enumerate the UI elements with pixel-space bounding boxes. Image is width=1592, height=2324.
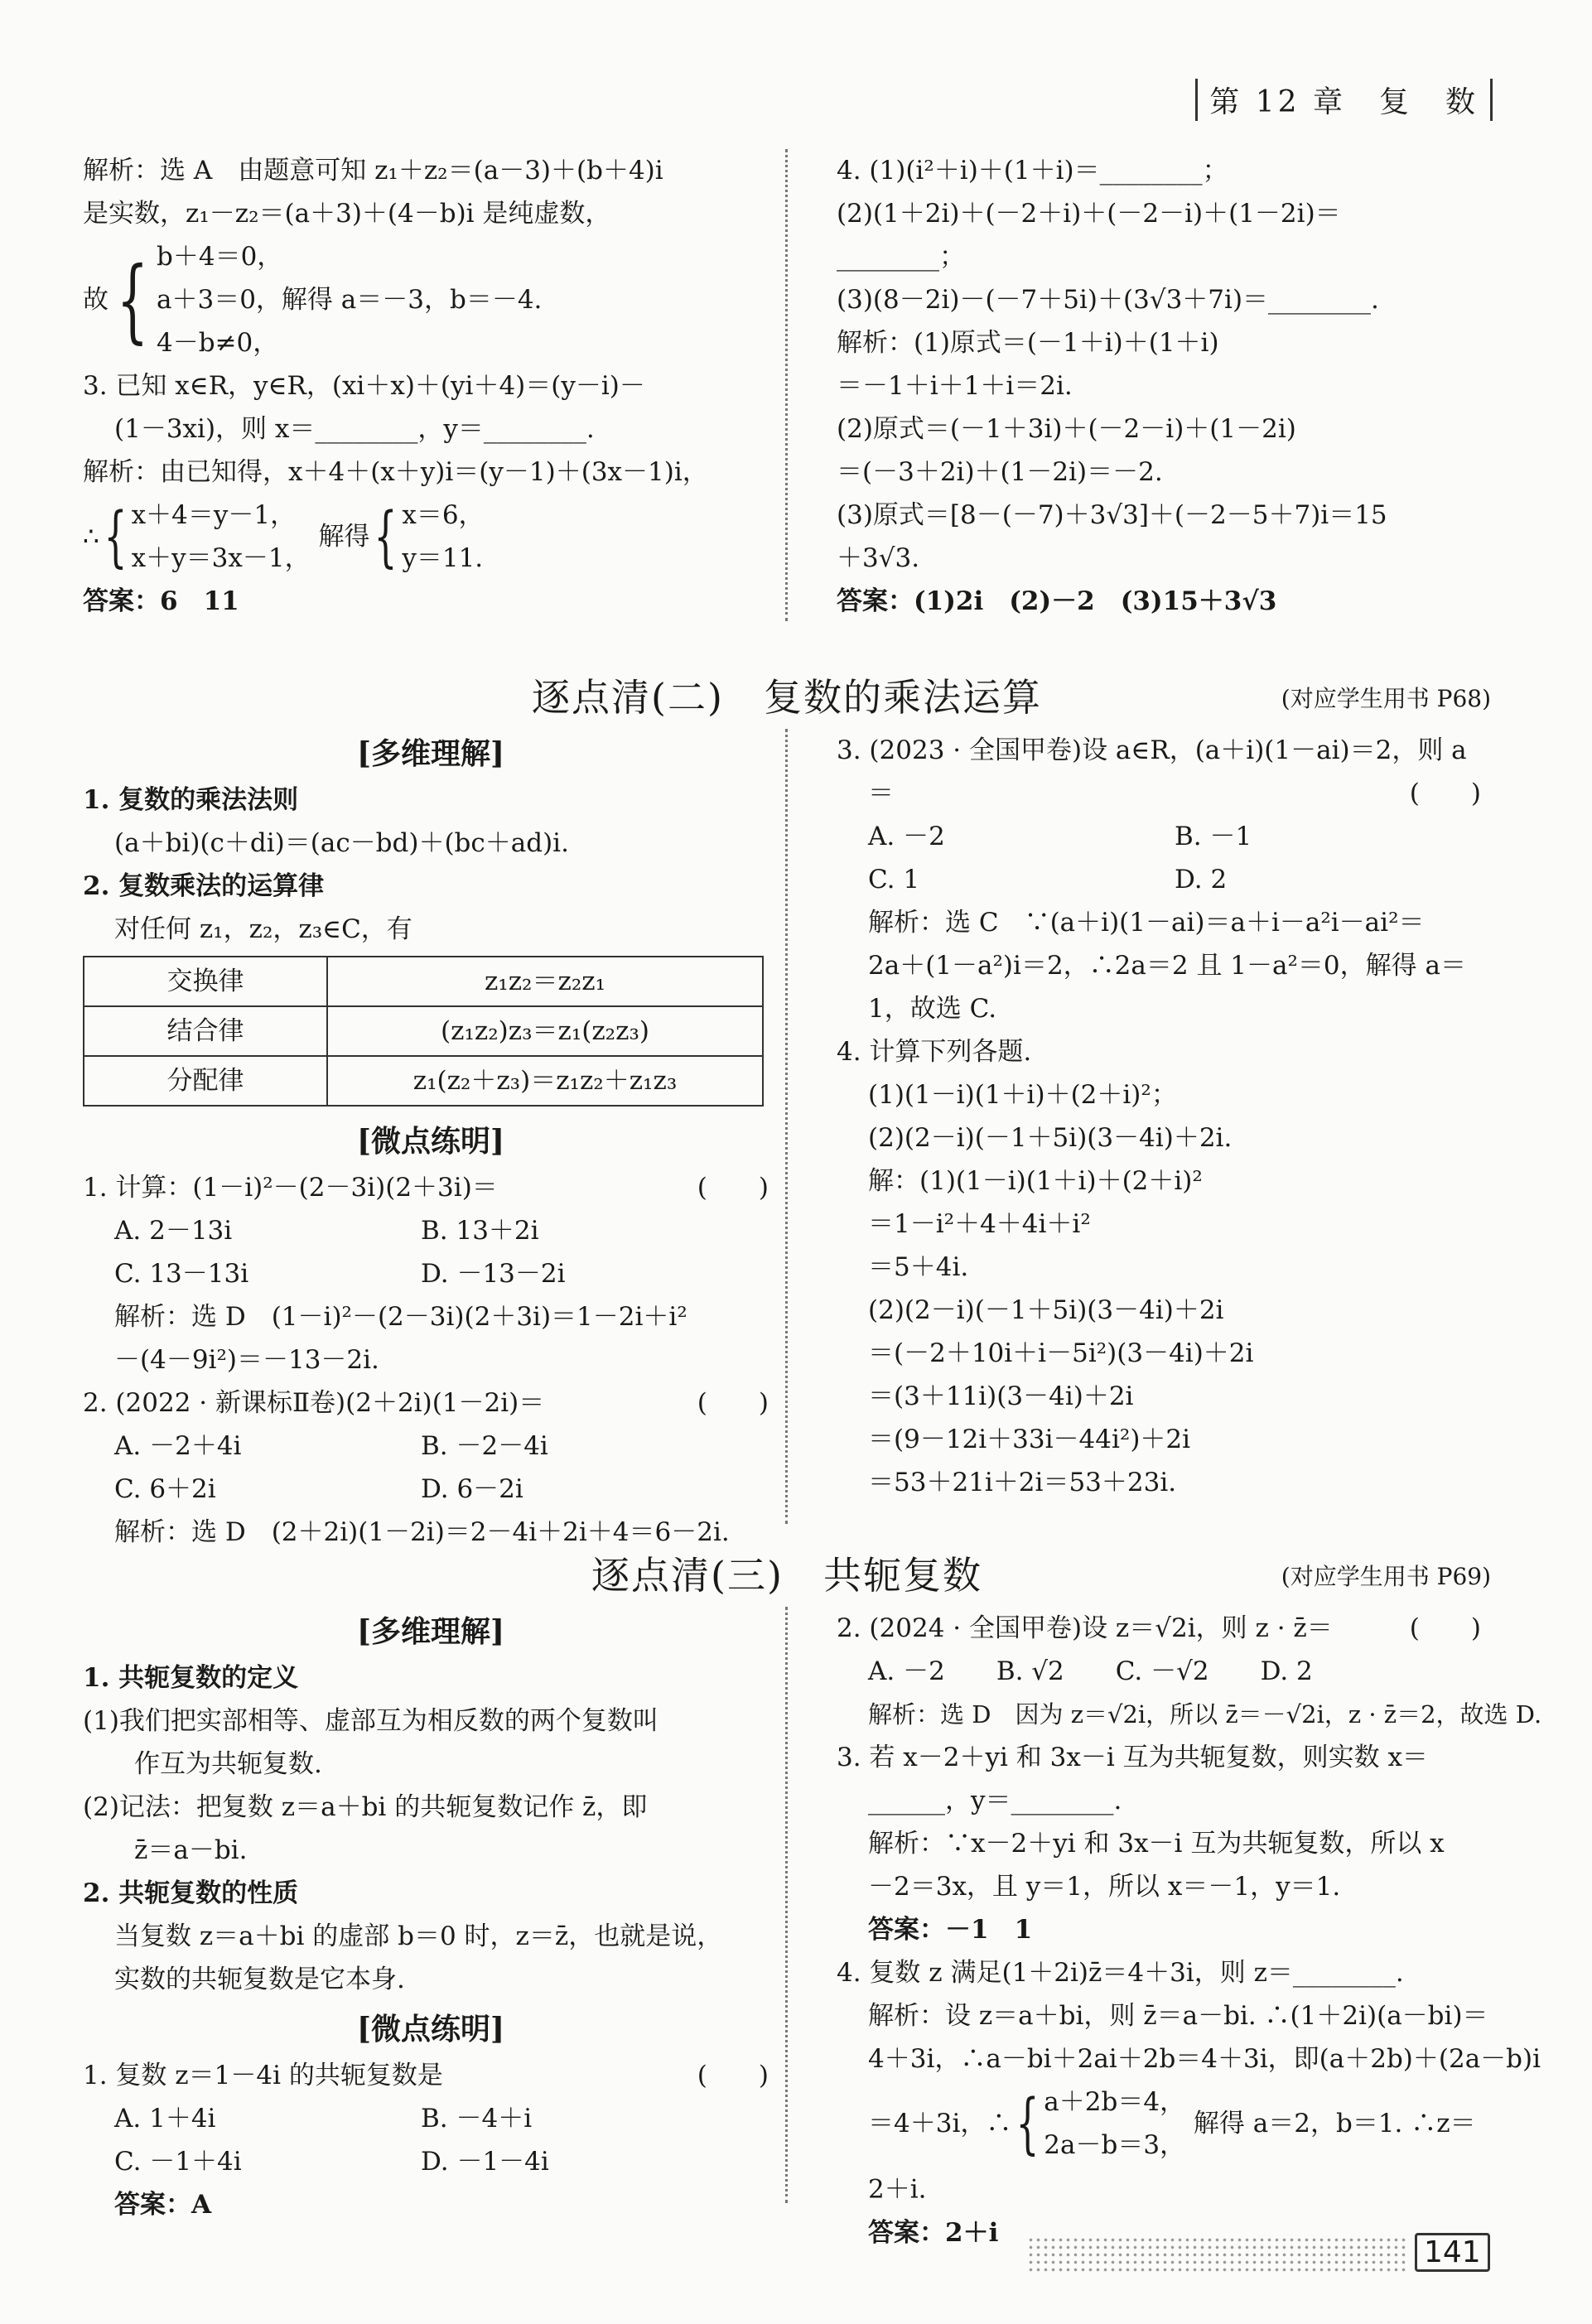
- text-line: (1)(1－i)(1＋i)＋(2＋i)²；: [868, 1080, 1177, 1110]
- question-2: [83, 1381, 779, 1425]
- text-line: 作互为共轭复数.: [134, 1749, 322, 1779]
- box-title: [微点练明]: [356, 1124, 505, 1159]
- option-d: D. －1－4i: [421, 2147, 549, 2177]
- answer-paren: ( ): [1409, 779, 1481, 808]
- options-row: [83, 2140, 779, 2183]
- question-text: 2. (2022 · 新课标Ⅱ卷)(2＋2i)(1－2i)＝: [83, 1388, 545, 1418]
- option-d: D. 6－2i: [421, 1474, 523, 1504]
- answer-line: 答案：6 11: [83, 586, 239, 616]
- text-line: 是实数，z₁－z₂＝(a＋3)＋(4－b)i 是纯虚数，: [83, 199, 611, 229]
- system-lines: [1044, 2081, 1185, 2167]
- options-row: [83, 2097, 779, 2140]
- section-3-right-column: [837, 1607, 1542, 2254]
- answer-paren: ( ): [697, 1173, 769, 1203]
- page-reference: (对应学生用书 P68): [1281, 685, 1491, 712]
- question-3: 3. 若 x－2＋yi 和 3x－i 互为共轭复数，则实数 x＝: [837, 1743, 1428, 1772]
- text-line: 解析：选 A 由题意可知 z₁＋z₂＝(a－3)＋(b＋4)i: [83, 156, 663, 186]
- text-line: ∴: [83, 522, 99, 552]
- section-title: 逐点清(二) 复数的乘法运算: [532, 675, 1042, 720]
- options-row: [83, 1468, 779, 1511]
- column-divider: [785, 149, 788, 621]
- system-lines: [157, 235, 542, 364]
- option-b: B. －2－4i: [421, 1431, 548, 1461]
- text-line: z̄＝a－bi.: [134, 1835, 248, 1865]
- question-4: 4. (1)(i²＋i)＋(1＋i)＝________；: [837, 156, 1228, 186]
- text-line: x＋4＝y－1，: [131, 500, 297, 530]
- solution-line: 解析：设 z＝a＋bi，则 z̄＝a－bi. ∴(1＋2i)(a－bi)＝: [868, 2001, 1488, 2031]
- option-b: B. －1: [1175, 822, 1252, 851]
- chapter-header: 第 12 章 复 数: [1195, 79, 1493, 121]
- equation-system: [83, 494, 779, 580]
- table-cell: (z₁z₂)z₃＝z₁(z₂z₃): [327, 1006, 763, 1056]
- answer-paren: ( ): [697, 1388, 769, 1418]
- text-line: (3)(8－2i)－(－7＋5i)＋(3√3＋7i)＝________.: [837, 285, 1379, 315]
- solution-line: ＝1－i²＋4＋4i＋i²: [868, 1209, 1091, 1239]
- option-a: A. 1＋4i: [114, 2104, 216, 2134]
- text-line: b＋4＝0，: [157, 242, 283, 272]
- section-2-header: [83, 663, 1491, 721]
- options-row: [837, 858, 1491, 901]
- text-line: 当复数 z＝a＋bi 的虚部 b＝0 时，z＝z̄，也就是说，: [114, 1921, 723, 1951]
- equation-system: [83, 235, 779, 364]
- box-title: [多维理解]: [356, 1614, 505, 1649]
- question-text: 1. 复数 z＝1－4i 的共轭复数是: [83, 2061, 443, 2090]
- text-line: (2)原式＝(－1＋3i)＋(－2－i)＋(1－2i): [837, 414, 1296, 444]
- text-line: 解析：(1)原式＝(－1＋i)＋(1＋i): [837, 328, 1219, 358]
- question-1: [83, 2054, 779, 2097]
- text-line: a＋3＝0，解得 a＝－3，b＝－4.: [157, 285, 543, 315]
- table-cell: 结合律: [84, 1006, 327, 1056]
- text-line: (2)(2－i)(－1＋5i)(3－4i)＋2i.: [868, 1123, 1233, 1153]
- solution-line: 解：(1)(1－i)(1＋i)＋(2＋i)²: [868, 1166, 1203, 1196]
- section-3-left-column: [83, 1607, 779, 2226]
- solution-line: 解析：选 D (1－i)²－(2－3i)(2＋3i)＝1－2i＋i²: [114, 1302, 687, 1332]
- answer-line: 答案：－1 1: [868, 1915, 1033, 1945]
- option-b: B. 13＋2i: [421, 1216, 539, 1246]
- column-divider: [785, 729, 788, 1524]
- question-1: [83, 1166, 779, 1209]
- question-text: 1. 计算：(1－i)²－(2－3i)(2＋3i)＝: [83, 1173, 498, 1203]
- option-d: D. －13－2i: [421, 1259, 566, 1289]
- table-row: [84, 1006, 763, 1056]
- answer-line: 答案：2＋i: [868, 2217, 999, 2248]
- text-line: a＋2b＝4，: [1044, 2087, 1186, 2117]
- solution-line: 解析：选 C ∵(a＋i)(1－ai)＝a＋i－a²i－ai²＝: [868, 908, 1425, 938]
- solution-line: ＝5＋4i.: [868, 1252, 969, 1282]
- box-title: [微点练明]: [356, 2012, 505, 2047]
- question-3: 3. 已知 x∈R，y∈R，(xi＋x)＋(yi＋4)＝(y－i)－: [83, 371, 645, 401]
- text-line: ＝－1＋i＋1＋i＝2i.: [837, 371, 1073, 401]
- text-line: 对任何 z₁，z₂，z₃∈C，有: [114, 914, 412, 944]
- solution-line: 4＋3i，∴a－bi＋2ai＋2b＝4＋3i，即(a＋2b)＋(2a－b)i: [868, 2044, 1541, 2074]
- text-line: (1)我们把实部相等、虚部互为相反数的两个复数叫: [83, 1706, 659, 1736]
- text-line: 解得 a＝2，b＝1. ∴z＝2＋i.: [868, 2109, 1476, 2205]
- box-title: [多维理解]: [356, 736, 505, 771]
- top-right-column: [837, 149, 1491, 623]
- text-line: ______，y＝________.: [868, 1786, 1122, 1815]
- text-line: 解析：由已知得，x＋4＋(x＋y)i＝(y－1)＋(3x－1)i，: [83, 457, 708, 487]
- system-lines: [132, 494, 311, 580]
- option-c: C. 6＋2i: [114, 1474, 216, 1504]
- table-cell: z₁z₂＝z₂z₁: [327, 957, 763, 1006]
- equation-system: [837, 2081, 1491, 2211]
- text-line: ＝4＋3i，∴: [868, 2109, 1012, 2138]
- table-row: [84, 957, 763, 1006]
- option-b: B. －4＋i: [421, 2104, 533, 2134]
- left-brace: {: [116, 247, 149, 353]
- table-cell: z₁(z₂＋z₃)＝z₁z₂＋z₁z₃: [327, 1056, 763, 1106]
- text-line: (3)原式＝[8－(－7)＋3√3]＋(－2－5＋7)i＝15: [837, 500, 1387, 530]
- option-a: A. －2: [868, 822, 945, 851]
- text-line: x＋y＝3x－1，: [131, 543, 311, 573]
- solution-line: ＝(9－12i＋33i－44i²)＋2i: [868, 1425, 1191, 1454]
- top-left-column: [83, 149, 779, 623]
- options-row: [83, 1252, 779, 1295]
- footer-dot-pattern: [1027, 2236, 1408, 2273]
- text-line: 实数的共轭复数是它本身.: [114, 1965, 405, 1994]
- options-row: [83, 1425, 779, 1468]
- question-2: [837, 1607, 1491, 1650]
- text-line: (2)记法：把复数 z＝a＋bi 的共轭复数记作 z̄，即: [83, 1792, 648, 1822]
- options-row: [83, 1209, 779, 1252]
- option-c: C. 13－13i: [114, 1259, 249, 1289]
- subheading: 2. 复数乘法的运算律: [83, 871, 325, 901]
- solution-line: 2a＋(1－a²)i＝2，∴2a＝2 且 1－a²＝0，解得 a＝: [868, 951, 1466, 981]
- text-line: (2)(1＋2i)＋(－2＋i)＋(－2－i)＋(1－2i)＝: [837, 199, 1341, 229]
- table-cell: 交换律: [84, 957, 327, 1006]
- question-4: 4. 复数 z 满足(1＋2i)z̄＝4＋3i，则 z＝________.: [837, 1958, 1404, 1988]
- question-3: 3. (2023 · 全国甲卷)设 a∈R，(a＋i)(1－ai)＝2，则 a: [837, 735, 1467, 765]
- answer-line: 答案：(1)2i (2)－2 (3)15＋3√3: [837, 586, 1277, 616]
- left-brace: {: [374, 498, 398, 575]
- text-line: ＝(－3＋2i)＋(1－2i)＝－2.: [837, 457, 1163, 487]
- solution-line: 解析：选 D 因为 z＝√2i，所以 z̄＝－√2i，z · z̄＝2，故选 D.: [868, 1700, 1542, 1729]
- subheading: 2. 共轭复数的性质: [83, 1878, 299, 1908]
- question-text: 2. (2024 · 全国甲卷)设 z＝√2i，则 z · z̄＝: [837, 1613, 1333, 1643]
- text-line: 4－b≠0，: [157, 328, 279, 358]
- section-2-right-column: [837, 729, 1491, 1504]
- text-line: 故: [83, 285, 109, 315]
- option-c: C. 1: [868, 865, 920, 894]
- system-lines: [402, 494, 484, 580]
- option-a: A. 2－13i: [114, 1216, 233, 1246]
- answer-paren: ( ): [1409, 1613, 1481, 1643]
- solution-line: (2)(2－i)(－1＋5i)(3－4i)＋2i: [868, 1295, 1224, 1325]
- answer-paren: ( ): [697, 2061, 769, 2090]
- solution-line: 解析：选 D (2＋2i)(1－2i)＝2－4i＋2i＋4＝6－2i.: [114, 1517, 730, 1547]
- section-3-header: [83, 1540, 1491, 1598]
- question-text: ＝: [868, 779, 894, 808]
- options-row: [837, 815, 1491, 858]
- solution-line: ＝53＋21i＋2i＝53＋23i.: [868, 1468, 1177, 1497]
- text-line: y＝11.: [402, 543, 484, 573]
- text-line: ________；: [837, 242, 965, 272]
- option-d: D. 2: [1175, 865, 1228, 894]
- section-2-left-column: [83, 729, 779, 1554]
- left-brace: {: [1016, 2085, 1040, 2162]
- subheading: 1. 共轭复数的定义: [83, 1663, 299, 1693]
- page-reference: (对应学生用书 P69): [1281, 1563, 1491, 1590]
- question-continued: [837, 772, 1491, 815]
- left-brace: {: [104, 498, 128, 575]
- subheading: 1. 复数的乘法法则: [83, 785, 299, 815]
- table-row: [84, 1056, 763, 1106]
- table-cell: 分配律: [84, 1056, 327, 1106]
- solution-line: 1，故选 C.: [868, 994, 997, 1024]
- option-a: A. －2＋4i: [114, 1431, 242, 1461]
- column-divider: [785, 1607, 788, 2203]
- text-line: x＝6，: [402, 500, 485, 530]
- text-line: (1－3xi)，则 x＝________，y＝________.: [114, 414, 595, 444]
- solution-line: －(4－9i²)＝－13－2i.: [114, 1345, 379, 1375]
- solution-line: 解析：∵x－2＋yi 和 3x－i 互为共轭复数，所以 x: [868, 1829, 1445, 1859]
- operation-laws-table: [83, 956, 764, 1107]
- section-title: 逐点清(三) 共轭复数: [591, 1553, 982, 1598]
- option-c: C. －1＋4i: [114, 2147, 242, 2177]
- solution-line: ＝(3＋11i)(3－4i)＋2i: [868, 1381, 1134, 1411]
- answer-line: 答案：A: [114, 2190, 212, 2220]
- solution-line: ＝(－2＋10i＋i－5i²)(3－4i)＋2i: [868, 1338, 1254, 1368]
- text-line: 解得: [318, 522, 370, 552]
- question-4: 4. 计算下列各题.: [837, 1037, 1032, 1067]
- text-line: 2a－b＝3，: [1044, 2130, 1186, 2160]
- formula: (a＋bi)(c＋di)＝(ac－bd)＋(bc＋ad)i.: [114, 828, 569, 858]
- options-row: A. －2 B. √2 C. －√2 D. 2: [868, 1656, 1313, 1686]
- solution-line: －2＝3x，且 y＝1，所以 x＝－1，y＝1.: [868, 1872, 1341, 1902]
- page-number: 141: [1415, 2233, 1490, 2272]
- text-line: ＋3√3.: [837, 543, 920, 573]
